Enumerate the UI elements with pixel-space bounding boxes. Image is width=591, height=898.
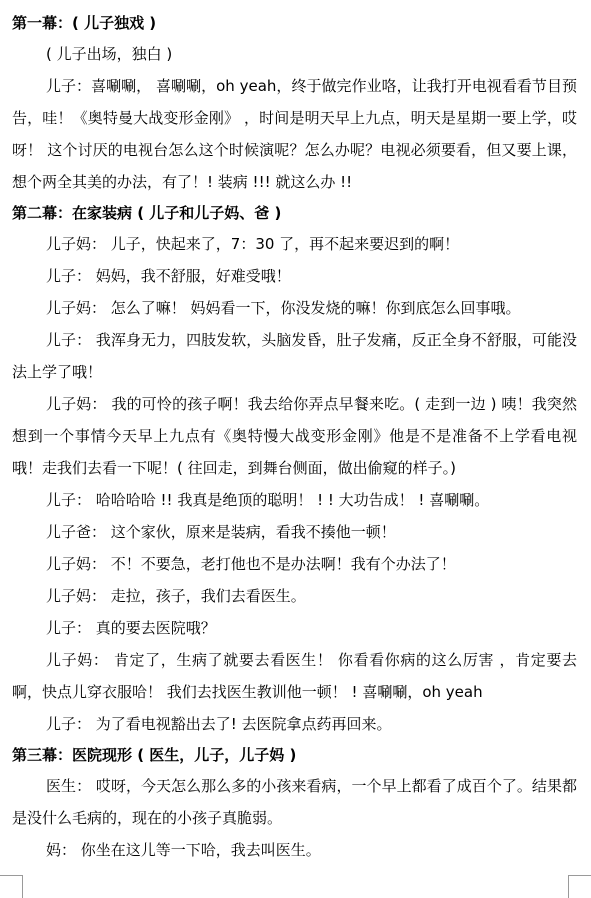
dialogue-paragraph: 儿子妈： 肯定了，生病了就要去看医生！ 你看看你病的这么厉害 ，肯定要去啊，快点儿穿衣服哈！ 我们去找医生教训他一顿！ ! 喜唰唰，oh yeah <box>12 651 577 701</box>
dialogue-paragraph: 医生： 哎呀，今天怎么那么多的小孩来看病，一个早上都看了成百个了。结果都是没什么毛病的，现在的小孩子真脆弱。 <box>12 777 577 827</box>
dialogue-paragraph: 儿子： 妈妈，我不舒服，好难受哦！ <box>46 267 291 285</box>
dialogue-paragraph: 儿子： 为了看电视豁出去了! 去医院拿点药再回来。 <box>46 715 392 733</box>
dialogue-paragraph: 儿子妈： 不！不要急，老打他也不是办法啊！我有个办法了！ <box>46 555 456 573</box>
act-2-heading: 第二幕：在家装病 ( 儿子和儿子妈、爸 ) <box>12 204 282 222</box>
dialogue-paragraph: 儿子： 我浑身无力，四肢发软，头脑发昏，肚子发痛，反正全身不舒服，可能没法上学了哦！ <box>12 331 577 381</box>
dialogue-paragraph: 儿子爸： 这个家伙，原来是装病，看我不揍他一顿！ <box>46 523 396 541</box>
dialogue-paragraph: 儿子妈： 走拉，孩子，我们去看医生。 <box>46 587 306 605</box>
act-1-heading: 第一幕：( 儿子独戏 ) <box>12 14 157 32</box>
dialogue-paragraph: 儿子妈： 怎么了嘛！ 妈妈看一下，你没发烧的嘛！你到底怎么回事哦。 <box>46 299 521 317</box>
document-page <box>12 8 577 866</box>
dialogue-paragraph: 儿子妈： 儿子，快起来了，7：30 了，再不起来要迟到的啊！ <box>46 235 460 253</box>
dialogue-paragraph: 儿子： 哈哈哈哈 !! 我真是绝顶的聪明！ ! ! 大功告成！ ! 喜唰唰。 <box>46 491 490 509</box>
dialogue-paragraph: 妈： 你坐在这儿等一下哈，我去叫医生。 <box>46 841 321 859</box>
dialogue-paragraph: 儿子：喜唰唰， 喜唰唰，oh yeah，终于做完作业咯，让我打开电视看看节目预告，哇！《奥特曼大战变形金刚》 ，时间是明天早上九点，明天是星期一要上学，哎呀！ 这个讨厌的电视台怎么这个时候演呢？怎么办呢？电视必须要看，但又要上课，想个两全其美的办法，有了！! 装病 !!! 就这么办 !! <box>12 77 577 191</box>
stage-direction: ( 儿子出场，独白 ) <box>46 45 173 63</box>
page-corner-mark-right <box>568 875 591 898</box>
dialogue-paragraph: 儿子妈： 我的可怜的孩子啊！我去给你弄点早餐来吃。( 走到一边 ) 咦！我突然想到一个事情今天早上九点有《奥特慢大战变形金刚》他是不是准备不上学看电视哦！走我们去看一下呢！( 往回走，到舞台侧面，做出偷窥的样子。) <box>12 395 577 477</box>
page-corner-mark-left <box>0 875 23 898</box>
dialogue-paragraph: 儿子： 真的要去医院哦？ <box>46 619 216 637</box>
act-3-heading: 第三幕：医院现形 ( 医生，儿子，儿子妈 ) <box>12 746 297 764</box>
